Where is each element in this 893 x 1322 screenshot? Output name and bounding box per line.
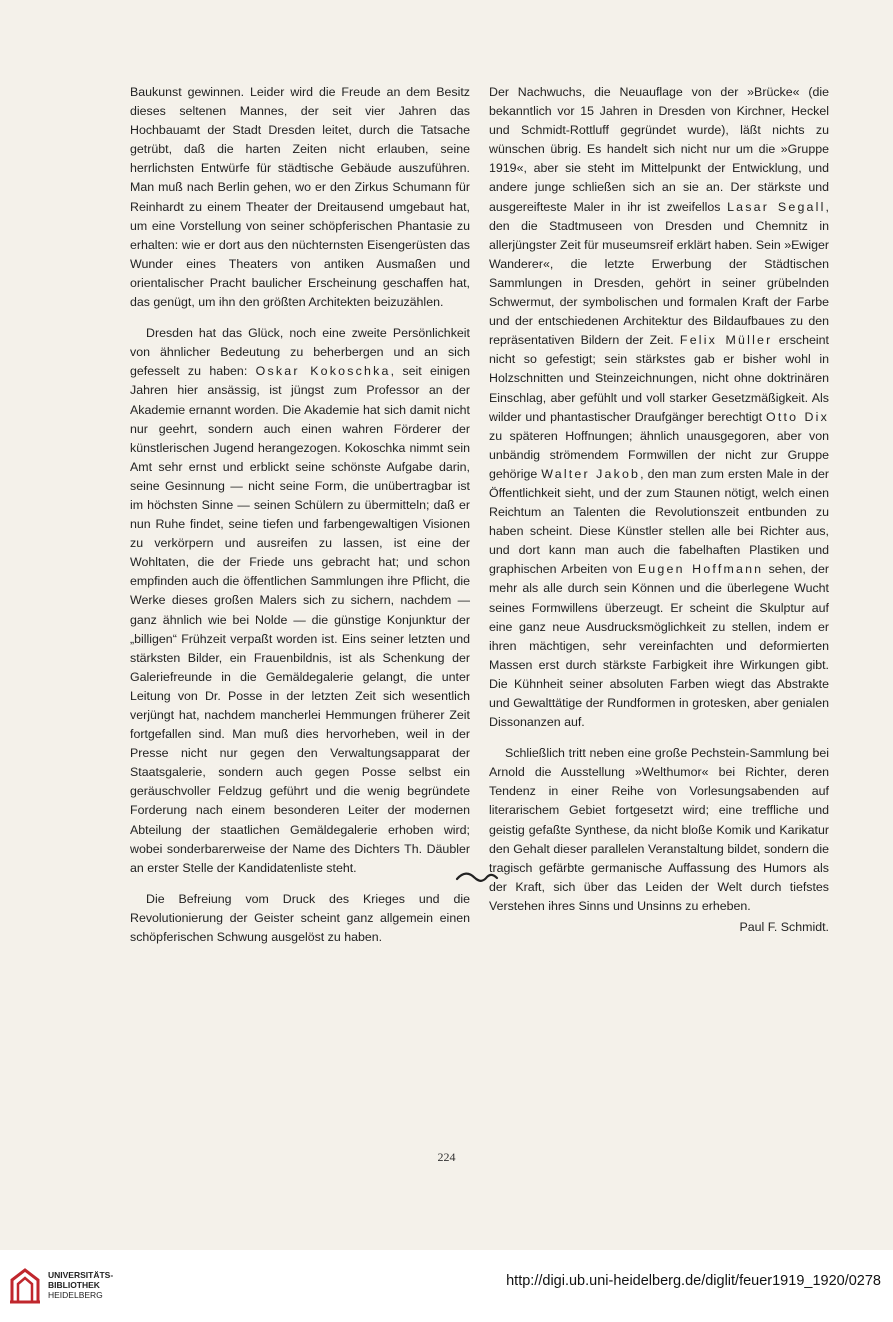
left-paragraph-1: Baukunst gewinnen. Leider wird die Freude an dem Besitz dieses seltenen Mannes, der seit vier Jahren das Hochbauamt der Stadt Dresden leitet, durch die Tatsache getrübt, daß die harten Zeiten nicht erlauben, seine herrlichsten Entwürfe für städtische Gebäude auszuführen. Man muß nach Berlin gehen, wo er den Zirkus Schumann für Reinhardt zu einem Theater der Dreitausend umgebaut hat, um eine Vorstellung von seiner schöpferischen Phantasie zu erhalten: wie er dort aus den nüchternsten Eisengerüsten das Wunder eines Theaters von antiken Ausmaßen und orientalischer Pracht baulicher Erscheinung geschaffen hat, das genügt, um ihn den größten Architekten beizuzählen. (130, 85, 470, 310)
left-paragraph-3: Die Befreiung vom Druck des Krieges und die Revolutionierung der Geister scheint ganz allgemein einen schöpferischen Schwung ausgelöst zu haben. (130, 891, 470, 945)
text-span: , seit einigen Jahren hier ansässig, ist jüngst zum Professor an der Akademie ernannt worden. Die Akademie hat sich damit nicht nur geehrt, sondern auch einen wahren Förderer der künstlerischen Jugend herangezogen. Kokoschka nimmt sein Amt sehr ernst und erblickt seine schönste Aufgabe darin, seine Gesinnung — nicht seine Form, die unübertragbar ist im höchsten Sinne — seinen Schülern zu übermitteln; daß er nun Ruhe findet, seine tiefen und farbengewaltigen Visionen zu verkörpern und ausreifen zu lassen, ist eine der Wohltaten, die der Friede uns gebracht hat; und schon empfinden auch die öffentlichen Sammlungen ihre Pflicht, die Werke dieses großen Malers sich zu sichern, nachdem — ganz ähnlich wie bei Nolde — die günstige Konjunktur der „billigen“ Frühzeit verpaßt worden ist. Eins seiner letzten und stärksten Bilder, ein Frauenbildnis, ist als Schenkung der Galeriefreunde in die Gemäldegalerie gelangt, die unter Leitung von Dr. Posse in der letzten Zeit sich wesentlich verjüngt hat, nachdem mancherlei Hemmungen früherer Zeit fortgefallen sind. Man muß dies hervorheben, weil in der Presse nicht nur gegen den Verwaltungsapparat der Staatsgalerie, sondern auch gegen Posse selbst ein geräuschvoller Feldzug geführt und die wenig begründete Forderung nach einem besonderen Leiter der modernen Abteilung der staatlichen Gemäldegalerie erhoben wird; wobei sonderbarerweise der Name des Dichters Th. Däubler an erster Stelle der Kandidatenliste steht. (130, 364, 470, 875)
ornament-icon (455, 868, 499, 886)
library-name (48, 1270, 113, 1300)
artist-name-dix: Otto Dix (766, 409, 829, 424)
artist-name-segall: Lasar Segall (727, 199, 826, 214)
text-span: , den die Stadtmuseen von Dresden und Chemnitz in allerjüngster Zeit für museumsreif erklärt haben. Sein »Ewiger Wanderer«, die letzte Erwerbung der Städtischen Sammlungen in Dresden, gehört in seiner grübelnden Schwermut, der symbolischen und formalen Kraft der Farbe und der entschiedenen Architektur des Bildaufbaues zu den repräsentativen Bildern der Zeit. (489, 199, 829, 348)
text-span: Dresden hat das Glück, noch eine zweite Persönlichkeit von ähnlicher Bedeutung zu beherbergen und an sich gefesselt zu haben: (130, 326, 470, 379)
text-span: Der Nachwuchs, die Neuauflage von der »Brücke« (die bekanntlich vor 15 Jahren in Dresden von Kirchner, Heckel und Schmidt-Rottluff gegründet wurde), läßt nichts zu wünschen übrig. Es handelt sich nicht nur um die »Gruppe 1919«, aber sie steht im Mittelpunkt der Entwicklung, und andere junge schließen sich an sie an. Der stärkste und ausgereifteste Maler in ihr ist zweifellos (489, 85, 829, 214)
author-signature: Paul F. Schmidt. (739, 920, 829, 935)
artist-name-hoffmann: Eugen Hoffmann (637, 562, 764, 577)
artist-name-kokoschka: Oskar Kokoschka (255, 364, 391, 379)
artist-name-mueller: Felix Müller (679, 333, 773, 348)
right-text-column (489, 83, 829, 937)
right-paragraph-2: Schließlich tritt neben eine große Pechstein-Sammlung bei Arnold die Ausstellung »Welthumor« bei Richter, deren Tendenz in einer Reihe von Vorlesungsabenden auf literarischem Gebiet fortgesetzt wird; eine treffliche und geistig gefaßte Synthese, da nicht bloße Komik und Karikatur den Gehalt dieser parallelen Veranstaltung bildet, sondern die tragisch gefärbte germanische Auffassung des Humors als der Kraft, sich über das Leiden der Welt durch tiefstes Verstehen ihres Sinns und Unsinns zu erheben. (489, 746, 829, 913)
page-number: 224 (437, 1150, 456, 1164)
left-text-column (130, 83, 470, 947)
left-paragraph-2 (130, 324, 470, 878)
library-name-line: UNIVERSITÄTS- (48, 1270, 114, 1280)
text-span: , den man zum ersten Male in der Öffentlichkeit sieht, und der zum Staunen nötigt, welch einen Reichtum an Talenten die Revolutionszeit entbunden zu haben scheint. Diese Künstler stellen alle bei Richter aus, und dort kann man auch die fabelhaften Plastiken und graphischen Arbeiten von (489, 466, 829, 577)
library-name-line: BIBLIOTHEK (48, 1280, 100, 1290)
library-name-line: HEIDELBERG (48, 1290, 103, 1300)
permalink-url[interactable]: http://digi.ub.uni-heidelberg.de/diglit/feuer1919_1920/0278 (506, 1273, 881, 1289)
text-span: erscheint nicht so gefestigt; sein stärkstes gab er bisher wohl in Holzschnitten und Steinzeichnungen, nicht ohne doktrinären Einschlag, aber gefühlt und voll starker Gesetzmäßigkeit. Als wilder und phantastischer Draufgänger berechtigt (489, 333, 829, 424)
text-span: zu späteren Hoffnungen; ähnlich unausgegoren, aber von unbändig strömendem Formwillen der nicht zur Gruppe gehörige (489, 428, 829, 481)
right-paragraph-1 (489, 83, 829, 732)
artist-name-jakob: Walter Jakob (541, 466, 641, 481)
text-span: sehen, der mehr als alle durch sein Können und die überlegene Wucht seines Formwillens überzeugt. Er scheint die Skulptur auf eine ganz neue Ausdrucksmöglichkeit zu stellen, indem er ihren mächtigen, sehr vereinfachten und deformierten Massen erst durch stärkste Farbigkeit ihre Wirkungen gibt. Die Kühnheit seiner absoluten Farben wiegt das Abstrakte und Gewalttätige der Rundformen in grotesken, aber genialen Dissonanzen auf. (489, 562, 829, 730)
footer-bar (0, 1250, 893, 1322)
university-library-logo-icon (8, 1266, 42, 1306)
